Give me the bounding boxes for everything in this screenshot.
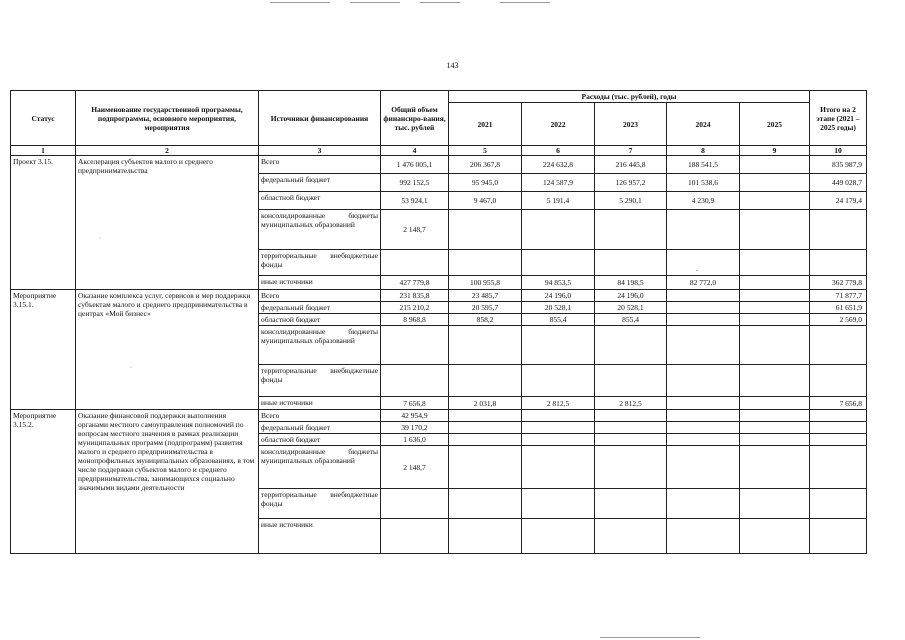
scan-speck: · (130, 365, 132, 371)
col-number: 3 (259, 146, 381, 156)
scan-speck: - (696, 268, 698, 274)
total-cell: 1 636,0 (381, 434, 449, 446)
name-cell: Оказание комплекса услуг, сервисов и мер поддержки субъектам малого и среднего предпринимательства в центрах «Мой бизнес» (76, 290, 259, 410)
year-2022-cell (522, 489, 595, 519)
itogo-cell (810, 422, 867, 434)
year-2021-cell: 95 945,0 (449, 174, 522, 192)
year-2024-cell: 82 772,0 (667, 276, 740, 290)
itogo-cell: 835 987,9 (810, 156, 867, 174)
year-2024-cell (667, 314, 740, 326)
itogo-cell (810, 434, 867, 446)
total-cell: 427 779,8 (381, 276, 449, 290)
status-cell: Проект 3.15. (11, 156, 76, 290)
year-2023-cell (595, 210, 667, 250)
year-2023-cell: 24 196,0 (595, 290, 667, 302)
year-2025-cell (740, 365, 810, 397)
year-2023-cell (595, 446, 667, 489)
page-number: 143 (446, 61, 459, 70)
year-2022-cell: 24 196,0 (522, 290, 595, 302)
col-number: 7 (595, 146, 667, 156)
source-cell: федеральный бюджет (259, 174, 381, 192)
year-2021-cell (449, 446, 522, 489)
source-cell: Всего (259, 156, 381, 174)
year-2023-cell (595, 365, 667, 397)
year-2021-cell: 858,2 (449, 314, 522, 326)
year-2022-cell: 124 587,9 (522, 174, 595, 192)
year-2024-cell (667, 302, 740, 314)
year-2023-cell (595, 519, 667, 554)
year-2022-cell (522, 434, 595, 446)
year-2022-cell (522, 422, 595, 434)
col-number: 9 (740, 146, 810, 156)
year-2022-cell (522, 326, 595, 365)
year-2024-cell (667, 434, 740, 446)
scan-artifact-line (600, 637, 700, 638)
year-2022-cell: 855,4 (522, 314, 595, 326)
header-year-2021: 2021 (449, 103, 522, 146)
source-cell: иные источники (259, 519, 381, 554)
itogo-cell: 449 028,7 (810, 174, 867, 192)
source-cell: консолидированные бюджеты муниципальных образований (259, 446, 381, 489)
year-2024-cell (667, 410, 740, 422)
year-2022-cell (522, 210, 595, 250)
year-2023-cell (595, 250, 667, 276)
year-2025-cell (740, 519, 810, 554)
source-cell: федеральный бюджет (259, 422, 381, 434)
total-cell: 231 835,8 (381, 290, 449, 302)
year-2022-cell (522, 250, 595, 276)
source-cell: областной бюджет (259, 314, 381, 326)
itogo-cell (810, 365, 867, 397)
year-2025-cell (740, 174, 810, 192)
year-2024-cell (667, 422, 740, 434)
total-cell (381, 365, 449, 397)
year-2025-cell (740, 410, 810, 422)
year-2021-cell: 23 485,7 (449, 290, 522, 302)
year-2023-cell: 855,4 (595, 314, 667, 326)
year-2025-cell (740, 434, 810, 446)
total-cell: 7 656,8 (381, 397, 449, 410)
total-cell: 1 476 005,1 (381, 156, 449, 174)
source-cell: территориальные внебюджетные фонды (259, 250, 381, 276)
year-2024-cell (667, 290, 740, 302)
itogo-cell (810, 326, 867, 365)
col-number: 4 (381, 146, 449, 156)
itogo-cell (810, 410, 867, 422)
year-2021-cell (449, 434, 522, 446)
source-cell: иные источники (259, 397, 381, 410)
year-2021-cell: 20 595,7 (449, 302, 522, 314)
scan-artifact-line (270, 2, 330, 3)
year-2021-cell: 9 467,0 (449, 192, 522, 210)
header-year-2024: 2024 (667, 103, 740, 146)
year-2021-cell (449, 365, 522, 397)
itogo-cell (810, 250, 867, 276)
year-2023-cell: 216 445,8 (595, 156, 667, 174)
source-cell: консолидированные бюджеты муниципальных образований (259, 326, 381, 365)
year-2025-cell (740, 276, 810, 290)
itogo-cell (810, 489, 867, 519)
total-cell (381, 250, 449, 276)
year-2024-cell (667, 519, 740, 554)
year-2024-cell (667, 326, 740, 365)
header-total-volume: Общий объем финансиро-вания, тыс. рублей (381, 91, 449, 146)
header-source: Источники финансирования (259, 91, 381, 146)
total-cell: 53 924,1 (381, 192, 449, 210)
year-2024-cell: 101 538,6 (667, 174, 740, 192)
year-2023-cell: 20 528,1 (595, 302, 667, 314)
source-cell: иные источники (259, 276, 381, 290)
year-2021-cell: 2 031,8 (449, 397, 522, 410)
year-2023-cell: 5 290,1 (595, 192, 667, 210)
year-2021-cell (449, 210, 522, 250)
itogo-cell: 24 179,4 (810, 192, 867, 210)
total-cell (381, 519, 449, 554)
total-cell: 42 954,9 (381, 410, 449, 422)
itogo-cell: 2 569,0 (810, 314, 867, 326)
column-number-row (11, 146, 867, 156)
itogo-cell (810, 519, 867, 554)
total-cell: 992 152,5 (381, 174, 449, 192)
year-2025-cell (740, 290, 810, 302)
year-2023-cell (595, 410, 667, 422)
header-year-2023: 2023 (595, 103, 667, 146)
year-2023-cell: 84 198,5 (595, 276, 667, 290)
total-cell: 39 170,2 (381, 422, 449, 434)
col-number: 1 (11, 146, 76, 156)
year-2025-cell (740, 446, 810, 489)
total-cell: 8 968,8 (381, 314, 449, 326)
year-2021-cell (449, 489, 522, 519)
year-2024-cell (667, 250, 740, 276)
year-2025-cell (740, 489, 810, 519)
year-2022-cell: 20 528,1 (522, 302, 595, 314)
year-2025-cell (740, 156, 810, 174)
scan-artifact-line (350, 2, 400, 3)
year-2023-cell: 2 812,5 (595, 397, 667, 410)
source-cell: областной бюджет (259, 192, 381, 210)
year-2022-cell: 2 812,5 (522, 397, 595, 410)
table-body (11, 156, 867, 554)
itogo-cell: 7 656,8 (810, 397, 867, 410)
year-2021-cell (449, 422, 522, 434)
year-2023-cell (595, 489, 667, 519)
table-row (11, 410, 867, 422)
scan-artifact-line (500, 2, 550, 3)
total-cell: 2 148,7 (381, 210, 449, 250)
col-number: 2 (76, 146, 259, 156)
table-row (11, 290, 867, 302)
year-2023-cell: 126 957,2 (595, 174, 667, 192)
header-year-2022: 2022 (522, 103, 595, 146)
name-cell: Акселерация субъектов малого и среднего предпринимательства (76, 156, 259, 290)
year-2024-cell (667, 397, 740, 410)
total-cell: 2 148,7 (381, 446, 449, 489)
scan-artifact-line (420, 2, 460, 3)
scan-speck: · (99, 236, 101, 242)
year-2025-cell (740, 302, 810, 314)
header-year-2025: 2025 (740, 103, 810, 146)
col-number: 10 (810, 146, 867, 156)
year-2024-cell: 188 541,5 (667, 156, 740, 174)
year-2024-cell: 4 230,9 (667, 192, 740, 210)
year-2025-cell (740, 210, 810, 250)
year-2022-cell (522, 446, 595, 489)
itogo-cell: 362 779,8 (810, 276, 867, 290)
year-2024-cell (667, 489, 740, 519)
financing-table (10, 90, 867, 554)
itogo-cell: 71 877,7 (810, 290, 867, 302)
year-2022-cell: 94 853,5 (522, 276, 595, 290)
source-cell: территориальные внебюджетные фонды (259, 489, 381, 519)
col-number: 5 (449, 146, 522, 156)
total-cell (381, 326, 449, 365)
year-2022-cell (522, 365, 595, 397)
year-2025-cell (740, 192, 810, 210)
itogo-cell (810, 210, 867, 250)
total-cell: 215 210,2 (381, 302, 449, 314)
status-cell: Мероприятие 3.15.1. (11, 290, 76, 410)
source-cell: территориальные внебюджетные фонды (259, 365, 381, 397)
year-2023-cell (595, 434, 667, 446)
year-2025-cell (740, 422, 810, 434)
col-number: 6 (522, 146, 595, 156)
header-name: Наименование государственной программы, подпрограммы, основного мероприятия, мероприятия (76, 91, 259, 146)
year-2023-cell (595, 422, 667, 434)
year-2021-cell: 100 955,8 (449, 276, 522, 290)
year-2025-cell (740, 314, 810, 326)
source-cell: консолидированные бюджеты муниципальных образований (259, 210, 381, 250)
header-status: Статус (11, 91, 76, 146)
year-2022-cell (522, 410, 595, 422)
name-cell: Оказание финансовой поддержки выполнения органами местного самоуправления полномочий по вопросам местного значения в рамках реализации муниципальных программ (подпрограмм) развития малого и среднего предпринимательства в монопрофильных муниципальных образованиях, в том числе поддержки субъектов малого и среднего предпринимательства, занимающихся социально значимыми видами деятельности (76, 410, 259, 554)
year-2025-cell (740, 397, 810, 410)
year-2021-cell (449, 250, 522, 276)
year-2024-cell (667, 446, 740, 489)
header-expenses: Расходы (тыс. рублей), годы (449, 91, 810, 103)
year-2022-cell: 224 632,8 (522, 156, 595, 174)
year-2021-cell (449, 326, 522, 365)
source-cell: областной бюджет (259, 434, 381, 446)
table-row (11, 156, 867, 174)
source-cell: Всего (259, 410, 381, 422)
source-cell: федеральный бюджет (259, 302, 381, 314)
year-2021-cell (449, 519, 522, 554)
col-number: 8 (667, 146, 740, 156)
itogo-cell: 61 651,9 (810, 302, 867, 314)
year-2024-cell (667, 365, 740, 397)
year-2021-cell: 206 367,8 (449, 156, 522, 174)
year-2022-cell: 5 191,4 (522, 192, 595, 210)
year-2025-cell (740, 250, 810, 276)
year-2024-cell (667, 210, 740, 250)
total-cell (381, 489, 449, 519)
header-itogo: Итого на 2 этапе (2021 – 2025 годы) (810, 91, 867, 146)
year-2022-cell (522, 519, 595, 554)
source-cell: Всего (259, 290, 381, 302)
itogo-cell (810, 446, 867, 489)
year-2021-cell (449, 410, 522, 422)
year-2025-cell (740, 326, 810, 365)
year-2023-cell (595, 326, 667, 365)
status-cell: Мероприятие 3.15.2. (11, 410, 76, 554)
